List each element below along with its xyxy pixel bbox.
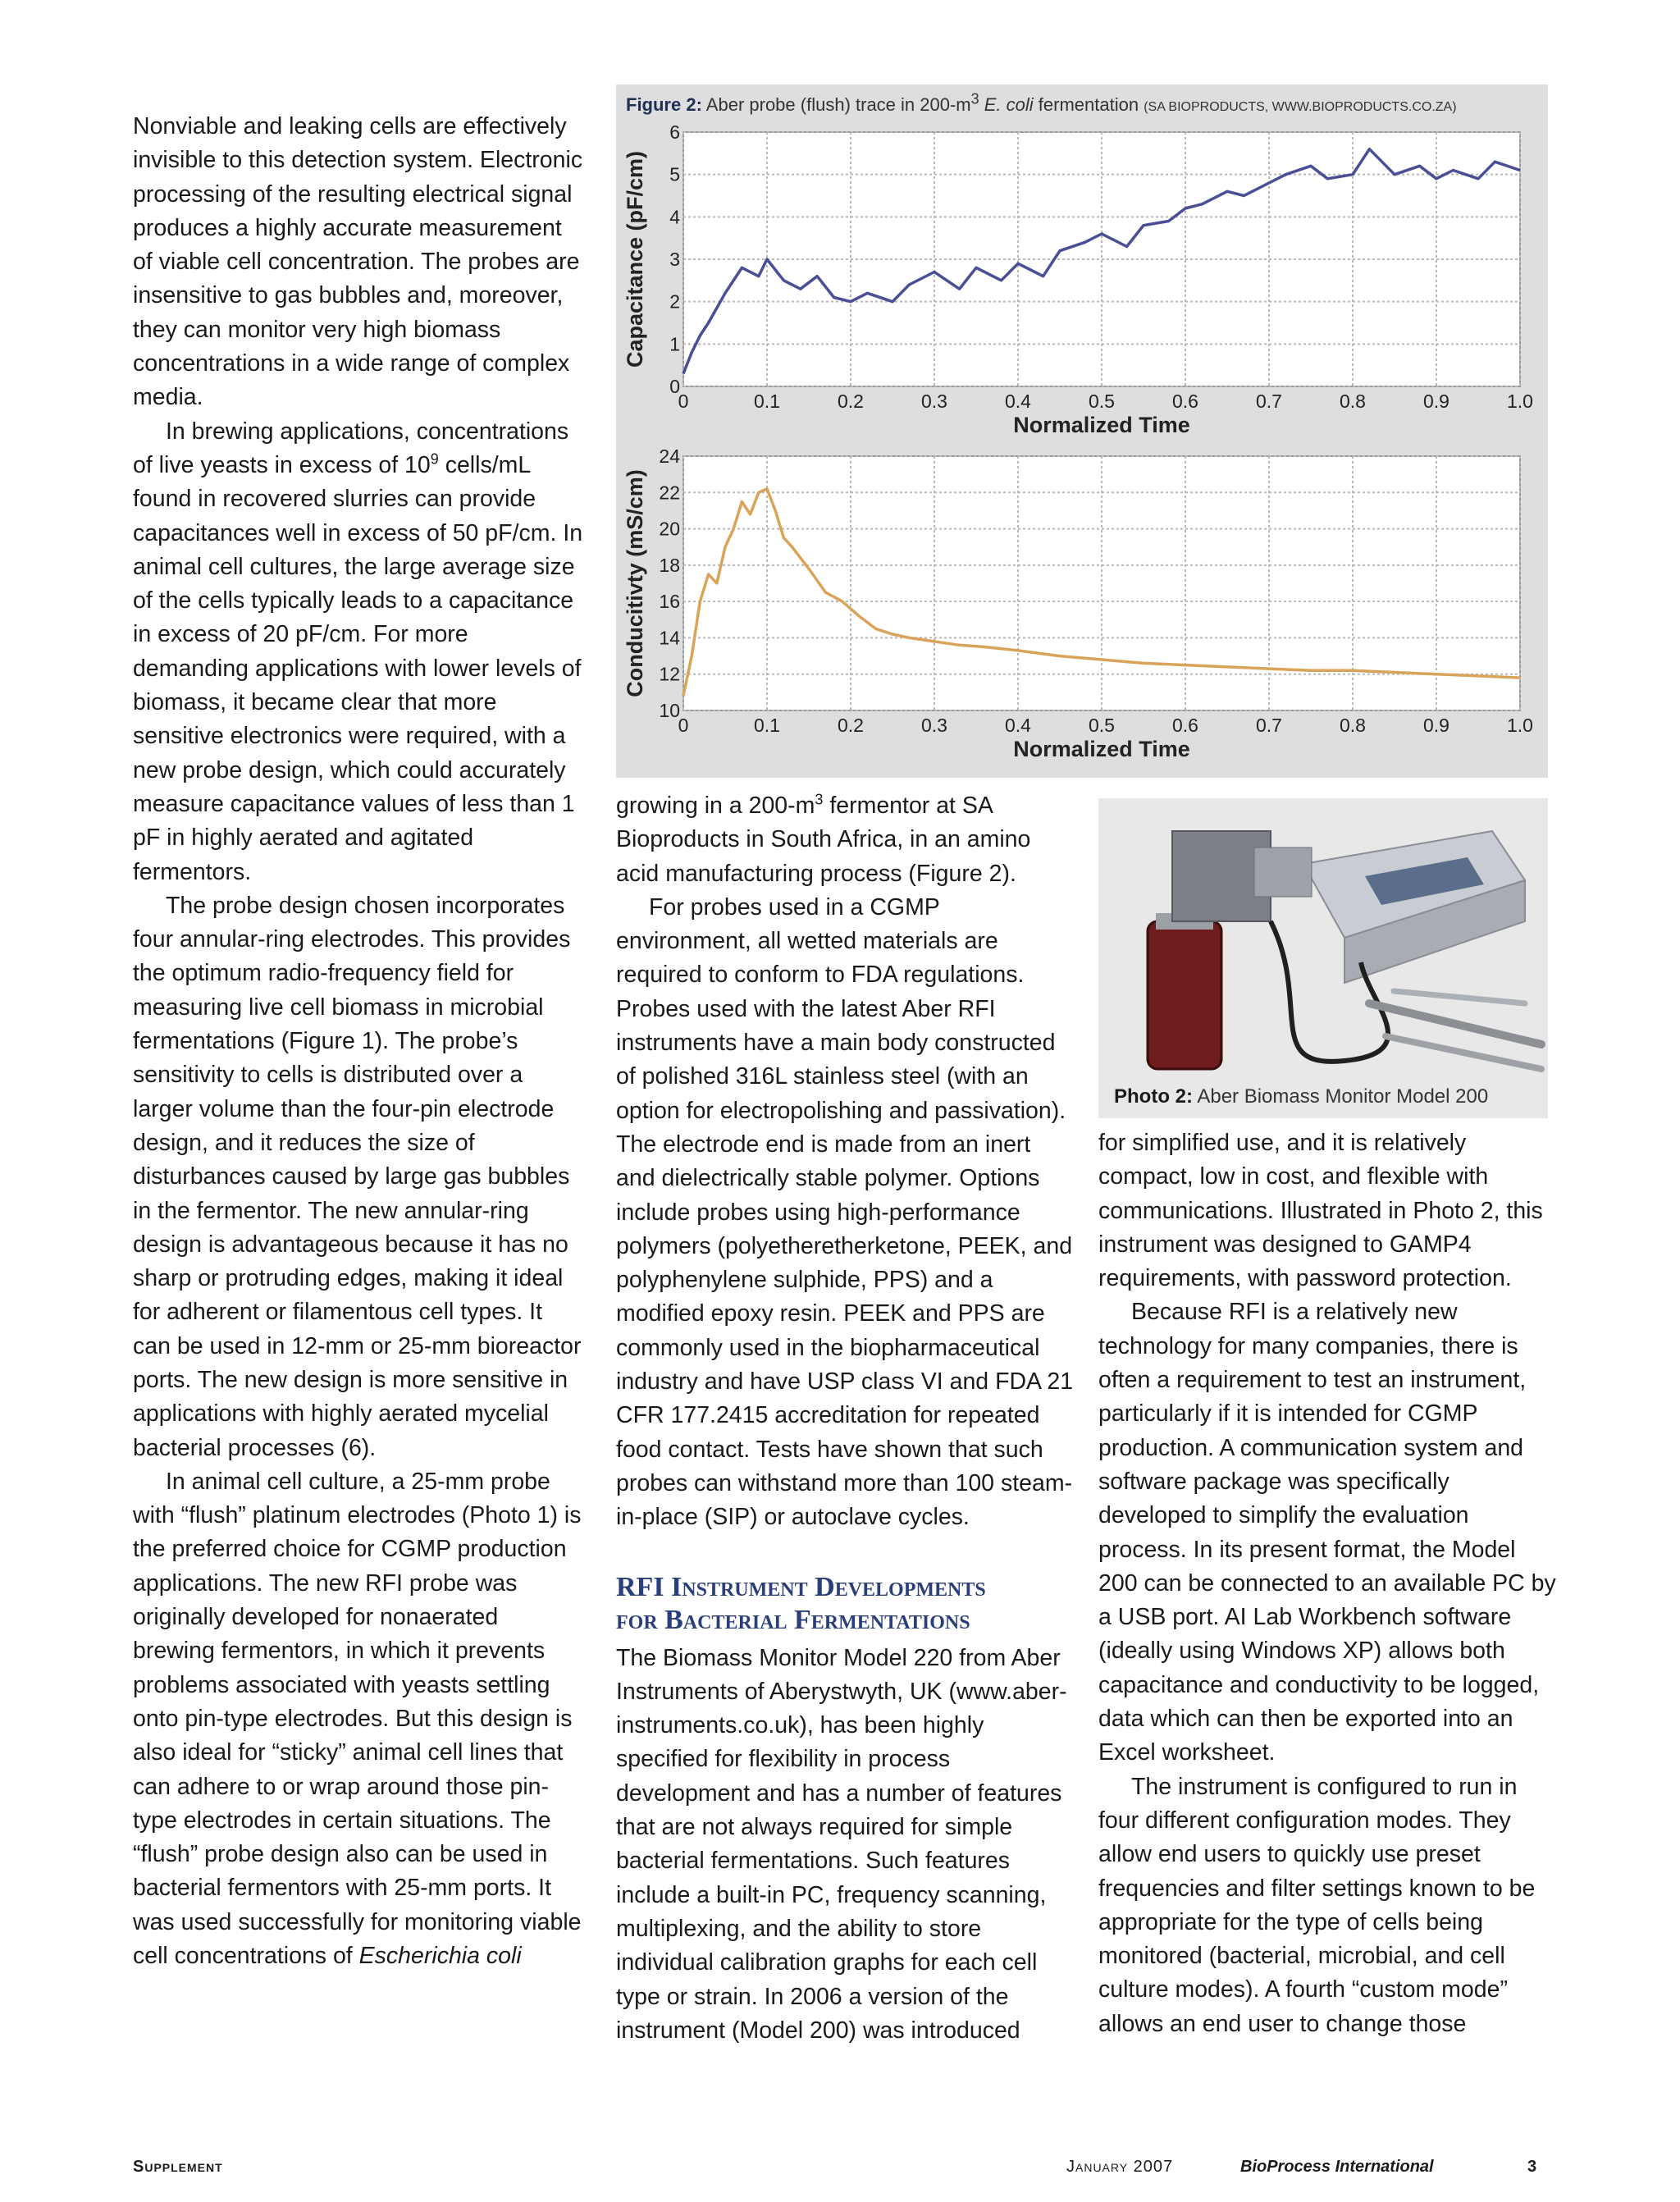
chart-1-xtick-label: 0.1	[754, 715, 780, 736]
chart-0-ylabel: Capacitance (pF/cm)	[623, 150, 647, 368]
photo-label: Photo 2:	[1114, 1085, 1193, 1108]
left-paragraph-4-a: In animal cell culture, a 25-mm probe with “flush” platinum electrodes (Photo 1) is the preferred choice for CGMP production applications. The new RFI probe was originally developed for nonaerated brewing fermentors, in which it prevents problems associated with yeasts settling onto pin-type electrodes. But this design is also ideal for “sticky” animal cell lines that can adhere to or wrap around those pin-type electrodes in certain situations. The “flush” probe design also can be used in bacterial fermentors with 25-mm ports. It was used successfully for monitoring viable cell concentrations of	[133, 1468, 582, 1970]
chart-0-xtick-label: 0.3	[921, 391, 947, 412]
chart-1-xtick-label: 0.5	[1089, 715, 1115, 736]
chart-0-xtick-label: 0	[678, 391, 689, 412]
figure-label: Figure 2:	[626, 94, 702, 115]
chart-0-xtick-label: 0.7	[1256, 391, 1282, 412]
footer-page-number: 3	[1527, 2158, 1537, 2176]
footer-date: January 2007	[1066, 2158, 1174, 2176]
chart-1-xlabel: Normalized Time	[1013, 737, 1190, 761]
chart-1-xtick-label: 1.0	[1507, 715, 1533, 736]
photo-caption-text: Aber Biomass Monitor Model 200	[1193, 1085, 1489, 1108]
footer-journal: BioProcess International	[1240, 2158, 1434, 2176]
mid-paragraph-1	[616, 789, 1075, 891]
chart-0-xtick-label: 0.8	[1340, 391, 1366, 412]
right-column	[1098, 1126, 1558, 2041]
chart-0-ytick-label: 1	[669, 333, 680, 355]
chart-0-ytick-label: 6	[669, 124, 680, 143]
chart-1-ytick-label: 20	[659, 518, 680, 540]
left-paragraph-4	[133, 1465, 584, 1973]
chart-0-xtick-label: 0.1	[754, 391, 780, 412]
photo-2-illustration	[1098, 798, 1548, 1118]
figure-2-panel	[616, 85, 1548, 778]
figure-caption-sup: 3	[970, 90, 979, 107]
chart-0-ytick-label: 0	[669, 376, 680, 397]
section-heading	[616, 1571, 1075, 1637]
chart-0-xtick-label: 0.9	[1423, 391, 1449, 412]
chart-0-xtick-label: 0.2	[838, 391, 864, 412]
chart-1-ytick-label: 18	[659, 554, 680, 576]
photo-caption	[1114, 1085, 1488, 1108]
chart-0-ytick-label: 3	[669, 249, 680, 270]
section-heading-line-1: RFI Instrument Developments	[616, 1571, 986, 1602]
chart-1-ytick-label: 22	[659, 482, 680, 504]
right-paragraph-1: for simplified use, and it is relatively compact, low in cost, and flexible with communications. Illustrated in Photo 2, this instrument was designed to GAMP4 requirements, with password protection.	[1098, 1130, 1543, 1292]
mid-paragraph-3: The Biomass Monitor Model 220 from Aber Instruments of Aberystwyth, UK (www.aber-instruments.co.uk), has been highly specified for flexibility in process development and has a number of features that are not always required for simple bacterial fermentations. Such features include a built-in PC, frequency scanning, multiplexing, and the ability to store individual calibration graphs for each cell type or strain. In 2006 a version of the instrument (Model 200) was introduced	[616, 1644, 1067, 2044]
mid-paragraph-1-a: growing in a 200-m	[616, 793, 815, 819]
figure-caption-a: Aber probe (flush) trace in 200-m	[701, 94, 971, 115]
left-paragraph-2-sup: 9	[430, 450, 439, 468]
figure-caption-b: fermentation	[1033, 94, 1144, 115]
chart-1-xtick-label: 0	[678, 715, 689, 736]
chart-0-xtick-label: 0.6	[1172, 391, 1198, 412]
chart-1-xtick-label: 0.4	[1005, 715, 1031, 736]
left-paragraph-1: Nonviable and leaking cells are effectively invisible to this detection system. Electronic processing of the resulting electrical signal produces a highly accurate measurement of viable cell concentration. The probes are insensitive to gas bubbles and, moreover, they can monitor very high biomass concentrations in a wide range of complex media.	[133, 113, 583, 411]
left-paragraph-3: The probe design chosen incorporates four annular-ring electrodes. This provides the optimum radio-frequency field for measuring live cell biomass in microbial fermentations (Figure 1). The probe’s sensitivity to cells is distributed over a larger volume than the four-pin electrode design, and it reduces the size of disturbances caused by large gas bubbles in the fermentor. The new annular-ring design is advantageous because it has no sharp or protruding edges, making it ideal for adherent or filamentous cell types. It can be used in 12-mm or 25-mm bioreactor ports. The new design is more sensitive in applications with highly aerated mycelial bacterial processes (6).	[133, 892, 582, 1461]
chart-0-xlabel: Normalized Time	[1013, 413, 1190, 437]
left-column	[133, 110, 584, 1973]
figure-caption	[626, 90, 1457, 120]
figure-caption-italic: E. coli	[979, 94, 1034, 115]
mid-paragraph-1-sup: 3	[815, 791, 824, 808]
chart-1-ylabel: Conducitivty (mS/cm)	[623, 469, 647, 697]
chart-0-xtick-label: 0.5	[1089, 391, 1115, 412]
photo-2-image	[1098, 798, 1548, 1118]
chart-1-ytick-label: 14	[659, 627, 680, 649]
left-paragraph-2-b: cells/mL found in recovered slurries can provide capacitances well in excess of 50 pF/cm. In animal cell cultures, the large average size of the cells typically leads to a capacitance in excess of 20 pF/cm. For more demanding applications with lower levels of biomass, it became clear that more sensitive electronics were required, with a new probe design, which could accurately measure capacitance values of less than 1 pF in highly aerated and agitated fermentors.	[133, 451, 583, 885]
chart-1-ytick-label: 10	[659, 700, 680, 721]
chart-0-ytick-label: 2	[669, 290, 680, 313]
left-paragraph-2-a: In brewing applications, concentrations of live yeasts in excess of 10	[133, 418, 569, 478]
chart-0-ytick-label: 4	[669, 206, 680, 228]
mid-paragraph-1-b: fermentor at SA Bioproducts in South Africa, in an amino acid manufacturing process (Figure 2).	[616, 793, 1031, 887]
figure-charts	[616, 124, 1548, 778]
chart-1-ytick-label: 16	[659, 591, 680, 613]
middle-column	[616, 789, 1075, 2048]
chart-0-xtick-label: 1.0	[1507, 391, 1533, 412]
right-paragraph-3: The instrument is configured to run in four different configuration modes. They allow end users to quickly use preset frequencies and filter settings known to be appropriate for the type of cells being monitored (bacterial, microbial, and cell culture modes). A fourth “custom mode” allows an end user to change those	[1098, 1773, 1536, 2037]
right-paragraph-2: Because RFI is a relatively new technology for many companies, there is often a requirement to test an instrument, particularly if it is intended for CGMP production. A communication system and software package was specifically developed to simplify the evaluation process. In its present format, the Model 200 can be connected to an available PC by a USB port. AI Lab Workbench software (ideally using Windows XP) allows both capacitance and conductivity to be logged, data which can then be exported into an Excel worksheet.	[1098, 1299, 1556, 1766]
section-heading-line-2: for Bacterial Fermentations	[616, 1604, 970, 1635]
footer-section-label: Supplement	[133, 2158, 223, 2176]
chart-1-xtick-label: 0.9	[1423, 715, 1449, 736]
chart-1-xtick-label: 0.8	[1340, 715, 1366, 736]
left-paragraph-2	[133, 415, 584, 889]
left-paragraph-4-italic: Escherichia coli	[358, 1943, 522, 1970]
chart-1-xtick-label: 0.2	[838, 715, 864, 736]
chart-0-xtick-label: 0.4	[1005, 391, 1031, 412]
chart-0-ytick-label: 5	[669, 163, 680, 185]
chart-1-ytick-label: 24	[659, 445, 680, 467]
chart-1-xtick-label: 0.3	[921, 715, 947, 736]
chart-1-ytick-label: 12	[659, 663, 680, 685]
chart-1-xtick-label: 0.7	[1256, 715, 1282, 736]
figure-source: (SA BIOPRODUCTS, WWW.BIOPRODUCTS.CO.ZA)	[1144, 100, 1457, 114]
mid-paragraph-2: For probes used in a CGMP environment, all wetted materials are required to conform to FDA regulations. Probes used with the latest Aber RFI instruments have a main body constructed of polished 316L stainless steel (with an option for electropolishing and passivation). The electrode end is made from an inert and dielectrically stable polymer. Options include probes using high-performance polymers (polyetheretherketone, PEEK, and polyphenylene sulphide, PPS) and a modified epoxy resin. PEEK and PPS are commonly used in the biopharmaceutical industry and have USP class VI and FDA 21 CFR 177.2415 accreditation for repeated food contact. Tests have shown that such probes can withstand more than 100 steam-in-place (SIP) or autoclave cycles.	[616, 893, 1074, 1531]
chart-1-xtick-label: 0.6	[1172, 715, 1198, 736]
